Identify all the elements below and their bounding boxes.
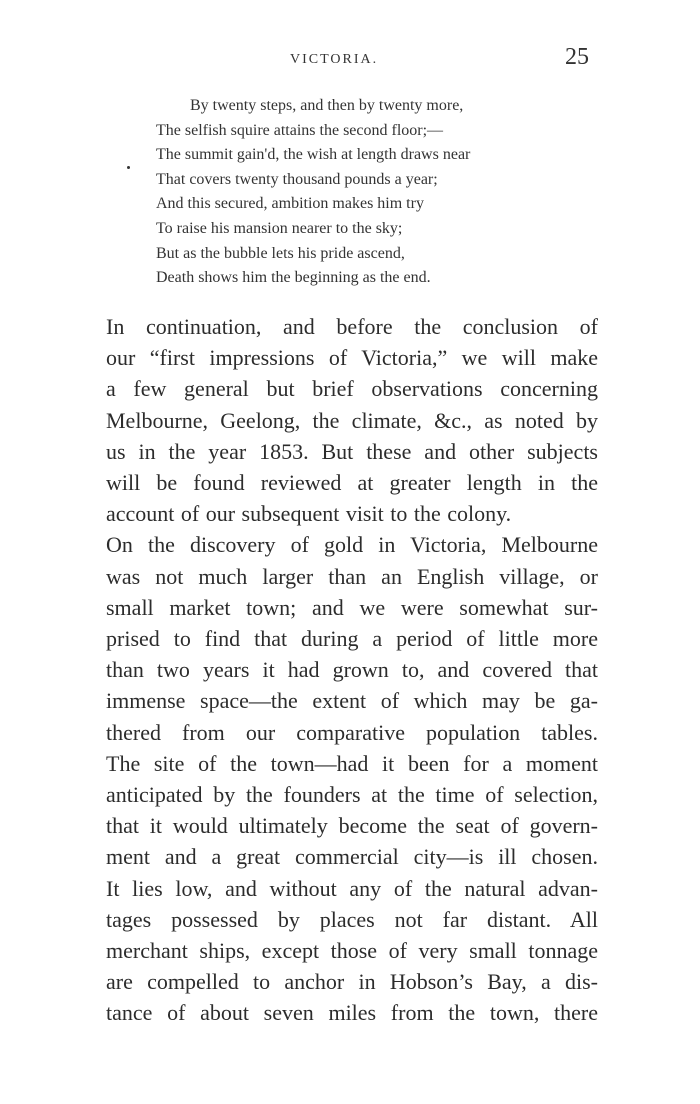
text-line: thered from our comparative population tables. bbox=[106, 719, 598, 745]
text-line: merchant ships, except those of very small tonnage bbox=[106, 938, 598, 964]
text-line: tages possessed by places not far distant. All bbox=[106, 906, 598, 932]
text-line: In continuation, and before the conclusion of bbox=[106, 314, 598, 339]
verse-line: The summit gain'd, the wish at length draws near bbox=[156, 146, 471, 164]
text-line: that it would ultimately become the seat of govern- bbox=[106, 813, 598, 839]
text-line: immense space—the extent of which may be ga- bbox=[106, 688, 598, 714]
verse-line: And this secured, ambition makes him try bbox=[156, 195, 424, 213]
page-number: 25 bbox=[565, 44, 589, 70]
verse-line: But as the bubble lets his pride ascend, bbox=[156, 244, 405, 262]
text-line: prised to find that during a period of little more bbox=[106, 626, 598, 652]
text-line: account of our subsequent visit to the colony. bbox=[106, 501, 512, 527]
text-line: The site of the town—had it been for a moment bbox=[106, 750, 598, 776]
text-line: us in the year 1853. But these and other subjects bbox=[106, 438, 598, 464]
paragraph-1 bbox=[82, 311, 598, 529]
text-line: Melbourne, Geelong, the climate, &c., as noted by bbox=[106, 407, 598, 433]
verse-line: To raise his mansion nearer to the sky; bbox=[156, 219, 403, 237]
verse-line: By twenty steps, and then by twenty more, bbox=[190, 97, 464, 114]
text-line: a few general but brief observations concerning bbox=[106, 376, 598, 402]
verse-quotation bbox=[156, 94, 576, 291]
text-line: our “first impressions of Victoria,” we will make bbox=[106, 345, 598, 371]
running-head: VICTORIA. bbox=[290, 52, 379, 67]
text-line: small market town; and we were somewhat sur- bbox=[106, 594, 598, 620]
verse-line: Death shows him the beginning as the end. bbox=[156, 269, 431, 287]
stray-mark bbox=[127, 166, 130, 169]
text-line: It lies low, and without any of the natural advan- bbox=[106, 875, 598, 901]
body-text bbox=[82, 311, 598, 1029]
text-line: ment and a great commercial city—is ill chosen. bbox=[106, 844, 598, 870]
text-line: was not much larger than an English village, or bbox=[106, 563, 598, 589]
text-line: will be found reviewed at greater length in the bbox=[106, 470, 598, 496]
text-line: On the discovery of gold in Victoria, Melbourne bbox=[106, 532, 598, 558]
verse-line: The selfish squire attains the second floor;— bbox=[156, 121, 444, 139]
text-line: anticipated by the founders at the time of selection, bbox=[106, 782, 598, 808]
text-line: than two years it had grown to, and covered that bbox=[106, 657, 598, 683]
text-line: are compelled to anchor in Hobson’s Bay, a dis- bbox=[106, 969, 598, 995]
text-line: tance of about seven miles from the town, there bbox=[106, 1000, 598, 1026]
paragraph-2 bbox=[82, 529, 598, 1028]
verse-line: That covers twenty thousand pounds a year; bbox=[156, 170, 438, 188]
